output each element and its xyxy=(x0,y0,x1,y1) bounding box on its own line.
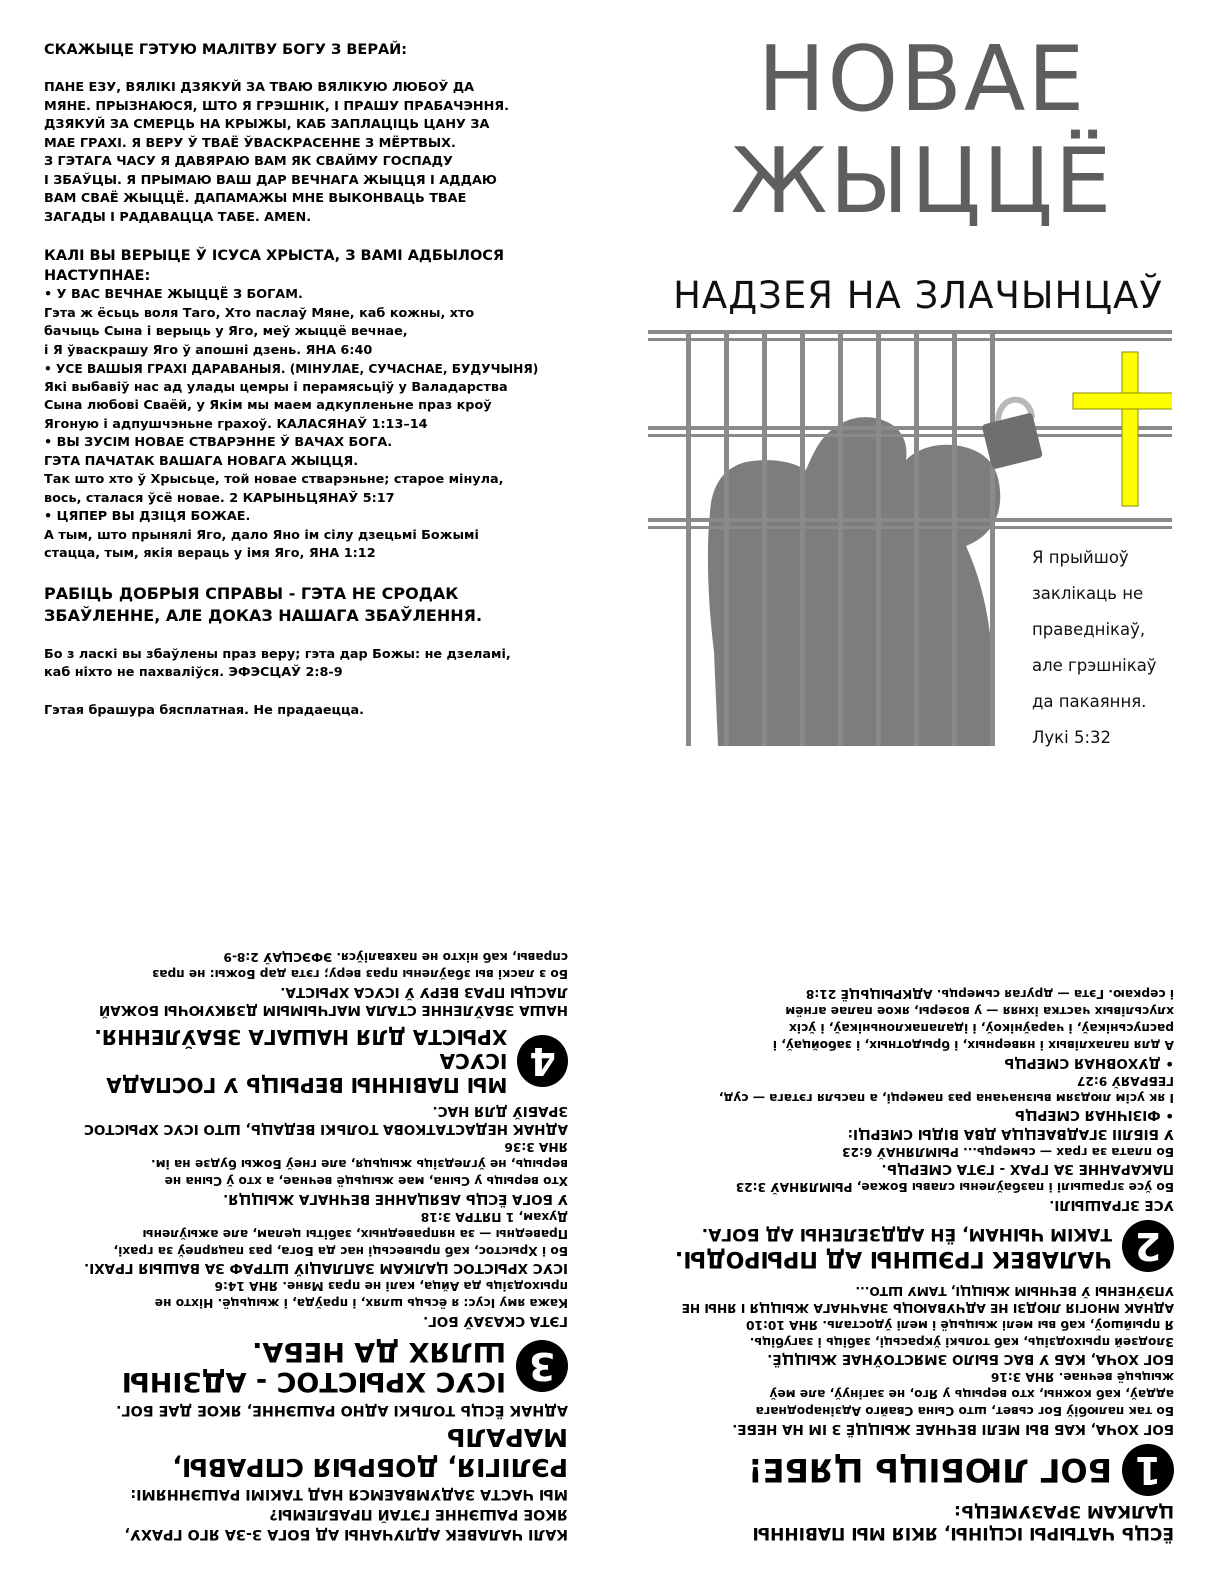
believe-line: бачыць Сына і верыць у Яго, меў жыццё вечнае, xyxy=(44,324,408,339)
section-line: аддаў, каб кожны, хто верыць у Яго, не загінуў, але меў xyxy=(769,1387,1174,1402)
believe-line: А тым, што прынялі Яго, дало Яно ім сілу дзецьмі Божымі xyxy=(44,527,479,543)
believe-heading: НАСТУПНАЕ: xyxy=(44,268,151,284)
verse-line: але грэшнікаў xyxy=(1032,656,1157,675)
section-line: АДНАК НЕДАСТАТКОВА ТОЛЬКІ ВЕДАЦЬ, ШТО ІСУС ХРЫСТОС xyxy=(83,1121,568,1138)
section-title: ЧАЛАВЕК ГРЭШНЫ АД ПРЫРОДЫ. xyxy=(674,1246,1112,1271)
cover-title: НОВАЕ xyxy=(757,27,1087,132)
section-line: жыцьцё вечнае. ЯНА 3:16 xyxy=(990,1370,1174,1385)
inner-right-panel xyxy=(612,792,1224,1584)
intro-line: ЯКОЕ РАШЭННЕ ГЭТАЙ ПРАБЛЕМЫ? xyxy=(269,1506,568,1522)
prayer-line: З ГЭТАГА ЧАСУ Я ДАВЯРАЮ ВАМ ЯК СВАЙМУ ГОСПАДУ xyxy=(44,154,453,169)
section-line: І як усім людзям вызначана раз памерці, а пасьля гэтага — суд, xyxy=(718,1091,1174,1105)
section-line: ЗРАБІЎ ДЛЯ НАС. xyxy=(432,1103,568,1119)
section-line: ПАКАРАННЕ ЗА ГРАХ - ГЭТА СМЕРЦЬ. xyxy=(881,1161,1174,1178)
section-line: хлусьлівых частка іхняя — у возеры, якое палае агнём xyxy=(785,1004,1174,1019)
believe-heading: КАЛІ ВЫ ВЕРЫЦЕ Ў ІСУСА ХРЫСТА, З ВАМІ АДБЫЛОСЯ xyxy=(44,248,505,264)
section-line: У БІБЛІІ ЗГАДВАЕЦЦА ДВА ВІДЫ СМЕРЦІ: xyxy=(847,1126,1174,1142)
works-verse: Бо з ласкі вы збаўлены праз веру; гэта дар Божы: не дзеламі, xyxy=(44,646,511,662)
section-number-badge: 2 xyxy=(1122,1220,1174,1272)
section-line: У БОГА ЁСЦЬ АБЯЦАННЕ ВЕЧНАГА ЖЫЦЦЯ. xyxy=(223,1191,568,1207)
section-number-badge: 1 xyxy=(1122,1444,1174,1496)
verse-line: да пакаяння. xyxy=(1032,692,1147,711)
section-line: Я прыйшоў, каб вы мелі жыцьцё і мелі ўдосталь. ЯНА 10:10 xyxy=(746,1318,1174,1332)
prayer-line: ПАНЕ ЕЗУ, ВЯЛІКІ ДЗЯКУЙ ЗА ТВАЮ ВЯЛІКУЮ ЛЮБОЎ ДА xyxy=(44,80,475,95)
verse-line: заклікаць не xyxy=(1032,584,1144,603)
prayer-line: МАЕ ГРАХІ. Я ВЕРУ Ў ТВАЁ ЎВАСКРАСЕННЕ З МЁРТВЫХ. xyxy=(44,135,456,151)
section-line: А для палахлівых і няверных, і брыдотных, і забойцаў, і xyxy=(772,1038,1174,1053)
section-line: • ДУХОВНАЯ СМЕРЦЬ xyxy=(1003,1055,1174,1071)
section-title: ХРЫСТА ДЛЯ НАШАГА ЗБАЎЛЕННЯ. xyxy=(94,1025,508,1050)
section-line: Злодзей прыходзіць, каб толькі ўкрасьці, забіць і загубіць. xyxy=(749,1335,1174,1349)
prayer-line: МЯНЕ. ПРЫЗНАЮСЯ, ШТО Я ГРЭШНІК, І ПРАШУ ПРАБАЧЭННЯ. xyxy=(44,98,510,114)
believe-line: • ЦЯПЕР ВЫ ДЗІЦЯ БОЖАЕ. xyxy=(44,509,251,524)
section-line: ІСУС ХРЫСТОС ЦАЛКАМ ЗАПЛАЦІЎ ШТРАФ ЗА ВАШЫЯ ГРАХІ. xyxy=(84,1260,568,1277)
section-line: верыць, не ўгледзіць жыцьця, але гнеў Божы будзе на ім. xyxy=(151,1157,568,1172)
believe-line: Які выбавіў нас ад улады цемры і перамясьціў у Валадарства xyxy=(44,379,508,395)
works-heading: ЗБАЎЛЕННЕ, АЛЕ ДОКАЗ НАШАГА ЗБАЎЛЕННЯ. xyxy=(44,605,483,625)
free-notice: Гэтая брашура бясплатная. Не прадаецца. xyxy=(44,702,364,718)
section-line: Кажа яму Ісус: я ёсьць шлях, і праўда, і жыцьцё. Ніхто не xyxy=(154,1296,568,1311)
section-line: справы, каб ніхто не пахваліўся. ЭФЭСЦАЎ 2:8-9 xyxy=(223,950,568,965)
section-line: ЛАСЦЫ ПРАЗ ВЕРУ Ў ІСУСА ХРЫСТА. xyxy=(280,984,568,1000)
section-title: ТАКІМ ЧЫНАМ, ЁН АДДЗЕЛЕНЫ АД БОГА. xyxy=(701,1224,1112,1244)
section-title: ШЛЯХ ДА НЕБА. xyxy=(252,1336,506,1367)
front-cover-panel xyxy=(612,0,1224,792)
believe-line: Гэта ж ёсьць воля Таго, Хто паслаў Мяне, каб кожны, хто xyxy=(44,305,475,321)
intro-line: ЦАЛКАМ ЗРАЗУМЕЦЬ: xyxy=(954,1501,1174,1521)
section-title: МЫ ПАВІННЫ ВЕРЫЦЬ У ГОСПАДА ІСУСА xyxy=(106,1049,508,1098)
section-line: распусьнікаў, і чараўнікоў, і ідалапаклоньнікаў, і ўсіх xyxy=(788,1021,1174,1036)
section-1-heading xyxy=(656,1444,1174,1496)
religion-heading: РЭЛІГІЯ, ДОБРЫЯ СПРАВЫ, МАРАЛЬ xyxy=(172,1423,568,1482)
section-2-heading xyxy=(656,1220,1174,1272)
cover-title: ЖЫЦЦЁ xyxy=(730,129,1114,234)
intro-line: МЫ ЧАСТА ЗАДУМВАЕМСЯ НАД ТАКІМІ РАШЭННЯМІ: xyxy=(130,1486,568,1502)
section-line: прыходзіць да Айца, калі не праз Мяне. ЯНА 14:6 xyxy=(214,1279,568,1294)
section-line: ГЕБРАЯЎ 9:27 xyxy=(1076,1074,1174,1088)
verse-line: Я прыйшоў xyxy=(1032,548,1129,567)
back-cover-panel xyxy=(0,0,612,792)
section-line: Бо так палюбіў Бог сьвет, што Сына Свайго Адзінароднага xyxy=(755,1404,1174,1419)
inner-left-panel xyxy=(0,792,612,1584)
section-line: Духам, 1 ПЯТРА 3:18 xyxy=(420,1210,568,1224)
section-line: УСЕ ЗГРАШЫЛІ. xyxy=(1049,1197,1174,1213)
section-line: БОГ ХОЧА, КАБ ВЫ МЕЛІ ВЕЧНАЕ ЖЫЦЦЁ З ІМ НА НЕБЕ. xyxy=(732,1421,1174,1437)
section-line: АДНАК МНОГІЯ ЛЮДЗІ НЕ АДЧУВАЮЦЬ ЗНАЧНАГА ЖЫЦЦЯ І ЯНЫ НЕ xyxy=(681,1301,1174,1315)
section-number-badge: 3 xyxy=(516,1340,568,1392)
section-line: і серкаю. Гэта — другая сьмерць. АДКРЫЦЬЦЁ 21:8 xyxy=(805,987,1174,1002)
section-number-badge: 4 xyxy=(517,1036,568,1088)
cover-subtitle: НАДЗЕЯ НА ЗЛАЧЫНЦАЎ xyxy=(673,274,1163,317)
section-title: ІСУС ХРЫСТОС - АДЗІНЫ xyxy=(121,1366,506,1397)
intro-line: ЁСЦЬ ЧАТЫРЫ ІСЦІНЫ, ЯКІЯ МЫ ПАВІННЫ xyxy=(752,1523,1174,1543)
prayer-line: ДЗЯКУЙ ЗА СМЕРЦЬ НА КРЫЖЫ, КАБ ЗАПЛАЦІЦЬ ЦАНУ ЗА xyxy=(44,117,490,132)
section-line: Бо і Хрыстос, каб прывесьці нас да Бога, раз пацярпеў за грахі, xyxy=(113,1244,568,1258)
believe-line: ГЭТА ПАЧАТАК ВАШАГА НОВАГА ЖЫЦЦЯ. xyxy=(44,453,359,469)
section-line: БОГ ХОЧА, КАБ У ВАС БЫЛО ЗМЯСТОЎНАЕ ЖЫЦЦЁ. xyxy=(767,1351,1174,1368)
one-way-line: АДНАК ЁСЦЬ ТОЛЬКІ АДНО РАШЭННЕ, ЯКОЕ ДАЕ БОГ. xyxy=(116,1402,568,1418)
prayer-line: ВАМ СВАЁ ЖЫЦЦЁ. ДАПАМАЖЫ МНЕ ВЫКОНВАЦЬ ТВАЕ xyxy=(44,191,467,206)
section-line: Бо з ласкі вы збаўлены праз веру; гэта дар Божы: не праз xyxy=(152,967,568,982)
section-line: Праведны — за няправедных, забіты целам, але ажыўлены xyxy=(142,1227,568,1241)
believe-line: • У ВАС ВЕЧНАЕ ЖЫЦЦЁ З БОГАМ. xyxy=(44,287,303,302)
section-line: Бо ўсе зграшылі і пазбаўлены славы Божае, РЫМЛЯНАЎ 3:23 xyxy=(735,1180,1174,1195)
believe-line: Сына любові Сваёй, у Якім мы маем адкупленьне праз кроў xyxy=(44,398,492,413)
believe-line: стацца, тым, якія вераць у імя Яго, ЯНА 1:12 xyxy=(44,546,376,561)
section-line: • ФІЗІЧНАЯ СМЕРЦЬ xyxy=(1014,1107,1174,1124)
section-4-heading xyxy=(44,1026,568,1098)
section-line: ГЭТА СКАЗАЎ БОГ. xyxy=(423,1313,568,1329)
believe-line: Так што хто ў Хрысьце, той новае стварэньне; старое мінула, xyxy=(44,472,504,487)
intro-line: КАЛІ ЧАЛАВЕК АДЛУЧАНЫ АД БОГА З-ЗА ЯГО ГРАХУ, xyxy=(124,1526,568,1542)
believe-line: • ВЫ ЗУСІМ НОВАЕ СТВАРЭННЕ Ў ВАЧАХ БОГА. xyxy=(44,435,393,450)
verse-reference: Лукі 5:32 xyxy=(1032,728,1112,747)
believe-line: вось, сталася ўсё новае. 2 КАРЫНЬЦЯНАЎ 5:17 xyxy=(44,490,395,506)
section-line: НАША ЗБАЎЛЕННЕ СТАЛА МАГЧЫМЫМ ДЗЯКУЮЧЫ БОЖАЙ xyxy=(98,1002,568,1019)
works-verse: каб ніхто не пахваліўся. ЭФЭСЦАЎ 2:8-9 xyxy=(44,665,343,680)
section-3-heading xyxy=(44,1336,568,1396)
prayer-line: І ЗБАЎЦЫ. Я ПРЫМАЮ ВАШ ДАР ВЕЧНАГА ЖЫЦЦЯ І АДДАЮ xyxy=(44,172,497,188)
believe-line: і Я ўваскрашу Яго ў апошні дзень. ЯНА 6:40 xyxy=(44,342,373,358)
works-heading: РАБІЦЬ ДОБРЫЯ СПРАВЫ - ГЭТА НЕ СРОДАК xyxy=(44,583,459,603)
section-line: УПЭЎНЕНЫ Ў ВЕЧНЫМ ЖЫЦЦІ, ТАМУ ШТО... xyxy=(855,1284,1174,1298)
section-line: Бо плата за грах — сьмерць... РЫМЛЯНАЎ 6:23 xyxy=(842,1145,1174,1159)
believe-line: • УСЕ ВАШЫЯ ГРАХІ ДАРАВАНЫЯ. (МІНУЛАЕ, СУЧАСНАЕ, БУДУЧЫНЯ) xyxy=(44,362,539,376)
section-line: ЯНА 3:36 xyxy=(504,1140,568,1155)
prayer-heading: СКАЖЫЦЕ ГЭТУЮ МАЛІТВУ БОГУ З ВЕРАЙ: xyxy=(44,42,408,58)
section-line: Хто верыць у Сына, мае жыцьцё вечнае, а хто ў Сына не xyxy=(164,1174,568,1189)
believe-line: Ягоную і адпушчэньне грахоў. КАЛАСЯНАЎ 1:13–14 xyxy=(44,416,428,432)
verse-line: праведнікаў, xyxy=(1032,620,1146,639)
section-title: БОГ ЛЮБІЦЬ ЦЯБЕ! xyxy=(748,1451,1112,1489)
prayer-line: ЗАГАДЫ І РАДАВАЦЦА ТАБЕ. AMEN. xyxy=(44,209,312,225)
cover-verse xyxy=(1032,540,1182,756)
